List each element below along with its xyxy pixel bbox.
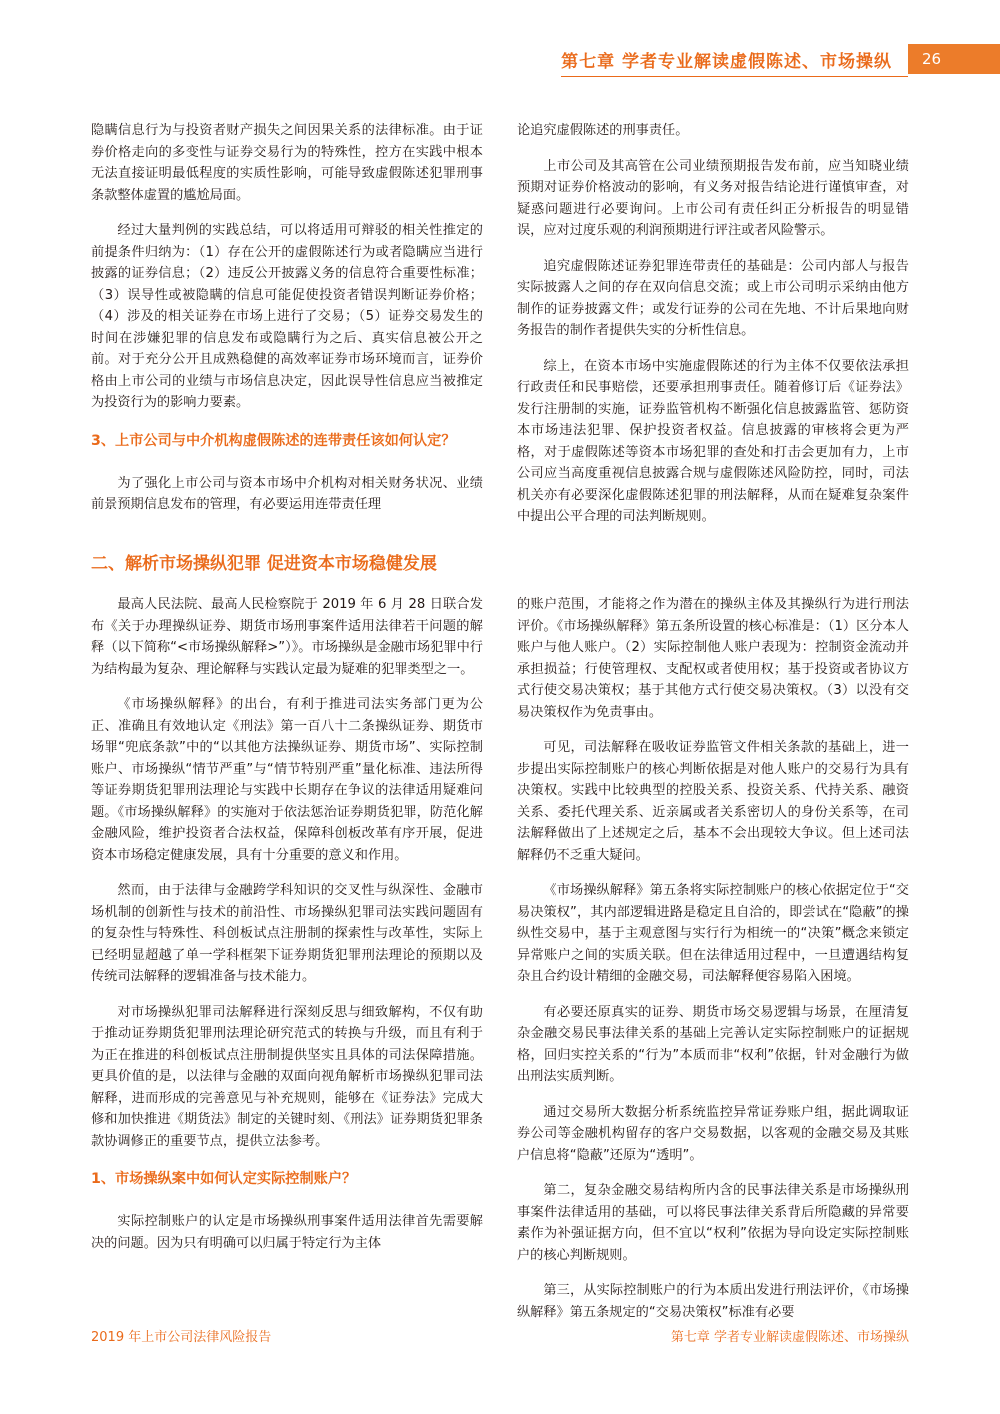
paragraph: 论追究虚假陈述的刑事责任。 [517, 123, 689, 138]
page-number-badge: 26 [908, 44, 1000, 74]
paragraph: 通过交易所大数据分析系统监控异常证券账户组，据此调取证券公司等金融机构留存的客户交易数据，以客观的金融交易及其账户信息将“隐蔽”还原为“透明”。 [517, 1104, 909, 1163]
question-1-heading: 1、市场操纵案中如何认定实际控制账户？ [91, 1171, 357, 1187]
footer-chapter-title: 第七章 学者专业解读虚假陈述、市场操纵 [670, 1330, 909, 1345]
bottom-left-column [91, 594, 483, 1268]
top-left-column [91, 120, 483, 530]
paragraph: 第二，复杂金融交易结构所内含的民事法律关系是市场操纵刑事案件法律适用的基础，可以将民事法律关系背后所隐藏的异常要素作为补强证据方向，但不宜以“权利”依据为导向设定实际控制账户的核心判断规则。 [517, 1183, 909, 1263]
paragraph: 有必要还原真实的证券、期货市场交易逻辑与场景，在厘清复杂金融交易民事法律关系的基础上完善认定实际控制账户的证据规格，回归实控关系的“行为”本质而非“权利”依据，针对金融行为做出刑法实质判断。 [517, 1004, 909, 1084]
footer-report-title: 2019 年上市公司法律风险报告 [91, 1330, 272, 1345]
section-2-title: 二、解析市场操纵犯罪 促进资本市场稳健发展 [91, 554, 437, 574]
page-header [561, 44, 1000, 74]
paragraph: 追究虚假陈述证券犯罪连带责任的基础是：公司内部人与报告实际披露人之间的存在双向信息交流；或上市公司明示采纳由他方制作的证券披露文件；或发行证券的公司在先地、不计后果地向财务报告的制作者提供失实的分析性信息。 [517, 258, 909, 338]
paragraph: 为了强化上市公司与资本市场中介机构对相关财务状况、业绩前景预期信息发布的管理，有必要运用连带责任理 [91, 475, 483, 512]
paragraph: 《市场操纵解释》的出台，有利于推进司法实务部门更为公正、准确且有效地认定《刑法》第一百八十二条操纵证券、期货市场罪“兜底条款”中的“以其他方法操纵证券、期货市场”、实际控制账户、市场操纵“情节严重”与“情节特别严重”量化标准、违法所得等证券期货犯罪刑法理论与实践中长期存在争议的法律适用疑难问题。《市场操纵解释》的实施对于依法惩治证券期货犯罪，防范化解金融风险，维护投资者合法权益，保障科创板改革有序开展，促进资本市场稳定健康发展，具有十分重要的意义和作用。 [91, 697, 483, 863]
paragraph: 的账户范围，才能将之作为潜在的操纵主体及其操纵行为进行刑法评价。《市场操纵解释》第五条所设置的核心标准是：（1）区分本人账户与他人账户。（2）实际控制他人账户表现为：控制资金流动并承担损益；行使管理权、支配权或者使用权；基于投资或者协议方式行使交易决策权；基于其他方式行使交易决策权。（3）以没有交易决策权作为免责事由。 [517, 597, 909, 720]
header-chapter-title: 第七章 学者专业解读虚假陈述、市场操纵 [561, 51, 892, 72]
paragraph: 经过大量判例的实践总结，可以将适用可辩驳的相关性推定的前提条件归纳为：（1）存在公开的虚假陈述行为或者隐瞒应当进行披露的证券信息；（2）违反公开披露义务的信息符合重要性标准；（3）误导性或被隐瞒的信息可能促使投资者错误判断证券价格；（4）涉及的相关证券在市场上进行了交易；（5）证券交易发生的时间在涉嫌犯罪的信息发布或隐瞒行为之后、真实信息被公开之前。对于充分公开且成熟稳健的高效率证券市场环境而言，证券价格由上市公司的业绩与市场信息决定，因此误导性信息应当被推定为投资行为的影响力要素。 [91, 223, 483, 410]
bottom-right-column [517, 594, 909, 1337]
paragraph: 隐瞒信息行为与投资者财产损失之间因果关系的法律标准。由于证券价格走向的多变性与证券交易行为的特殊性，控方在实践中根本无法直接证明最低程度的实质性影响，可能导致虚假陈述犯罪刑事条款整体虚置的尴尬局面。 [91, 123, 483, 203]
paragraph: 综上，在资本市场中实施虚假陈述的行为主体不仅要依法承担行政责任和民事赔偿，还要承担刑事责任。随着修订后《证券法》发行注册制的实施，证券监管机构不断强化信息披露监管、惩防资本市场违法犯罪、保护投资者权益。信息披露的审核将会更为严格，对于虚假陈述等资本市场犯罪的查处和打击会更加有力，上市公司应当高度重视信息披露合规与虚假陈述风险防控，同时，司法机关亦有必要深化虚假陈述犯罪的刑法解释，从而在疑难复杂案件中提出公平合理的司法判断规则。 [517, 358, 909, 524]
paragraph: 可见，司法解释在吸收证券监管文件相关条款的基础上，进一步提出实际控制账户的核心判断依据是对他人账户的交易行为具有决策权。实践中比较典型的控股关系、投资关系、代持关系、融资关系、委托代理关系、近亲属或者关系密切人的身份关系等，在司法解释做出了上述规定之后，基本不会出现较大争议。但上述司法解释仍不乏重大疑问。 [517, 740, 909, 863]
paragraph: 然而，由于法律与金融跨学科知识的交叉性与纵深性、金融市场机制的创新性与技术的前沿性、市场操纵犯罪司法实践问题固有的复杂性与特殊性、科创板试点注册制的探索性与改革性，实际上已经明显超越了单一学科框架下证券期货犯罪刑法理论的预期以及传统司法解释的逻辑准备与技术能力。 [91, 883, 483, 984]
top-right-column [517, 120, 909, 542]
paragraph: 最高人民法院、最高人民检察院于 2019 年 6 月 28 日联合发布《关于办理操纵证券、期货市场刑事案件适用法律若干问题的解释（以下简称“<市场操纵解释>”）》。市场操纵是金融市场犯罪中行为结构最为复杂、理论解释与实践认定最为疑难的犯罪类型之一。 [91, 597, 483, 677]
paragraph: 上市公司及其高管在公司业绩预期报告发布前，应当知晓业绩预期对证券价格波动的影响，有义务对报告结论进行谨慎审查，对疑惑问题进行必要询问。上市公司有责任纠正分析报告的明显错误，应对过度乐观的利润预期进行评注或者风险警示。 [517, 158, 909, 238]
question-3-heading: 3、上市公司与中介机构虚假陈述的连带责任该如何认定？ [91, 432, 456, 449]
paragraph: 实际控制账户的认定是市场操纵刑事案件适用法律首先需要解决的问题。因为只有明确可以归属于特定行为主体 [91, 1214, 483, 1251]
header-divider [561, 76, 908, 77]
paragraph: 对市场操纵犯罪司法解释进行深刻反思与细致解构，不仅有助于推动证券期货犯罪刑法理论研究范式的转换与升级，而且有利于为正在推进的科创板试点注册制提供坚实且具体的司法保障措施。更具价值的是，以法律与金融的双面向视角解析市场操纵犯罪司法解释，进而形成的完善意见与补充规则，能够在《证券法》完成大修和加快推进《期货法》制定的关键时刻、《刑法》证券期货犯罪条款协调修正的重要节点，提供立法参考。 [91, 1004, 483, 1149]
paragraph: 第三，从实际控制账户的行为本质出发进行刑法评价，《市场操纵解释》第五条规定的“交易决策权”标准有必要 [517, 1283, 909, 1320]
paragraph: 《市场操纵解释》第五条将实际控制账户的核心依据定位于“交易决策权”，其内部逻辑进路是稳定且自洽的，即尝试在“隐蔽”的操纵性交易中，基于主观意图与实行行为相统一的“决策”概念来锁定异常账户之间的实质关联。但在法律适用过程中，一旦遭遇结构复杂且合约设计精细的金融交易，司法解释便容易陷入困境。 [517, 883, 909, 984]
